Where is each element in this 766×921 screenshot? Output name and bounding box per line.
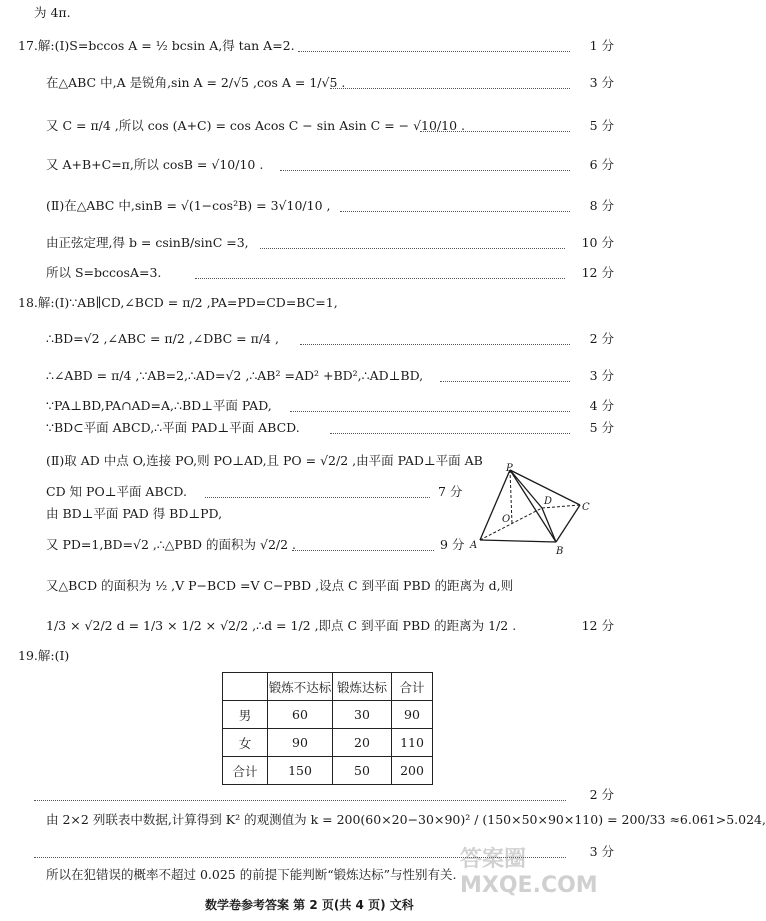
text-line: ∵BD⊂平面 ABCD,∴平面 PAD⊥平面 ABCD. — [46, 420, 300, 435]
table-cell: 90 — [268, 729, 333, 757]
score: 2 分 — [589, 787, 614, 802]
text-line: 又 PD=1,BD=√2 ,∴△PBD 的面积为 √2/2 . — [46, 537, 297, 552]
score: 12 分 — [581, 265, 614, 280]
edge-PD — [510, 470, 542, 508]
edge-BC — [556, 505, 580, 542]
score: 5 分 — [589, 420, 614, 435]
dot-leader — [300, 344, 570, 345]
dot-leader — [260, 248, 565, 249]
text-line: 由 2×2 列联表中数据,计算得到 K² 的观测值为 k = 200(60×20−30×90)² / (150×50×90×110) = 200/33 ≈6.061>5.024, — [46, 812, 766, 827]
edge-PO — [510, 470, 512, 524]
dot-leader — [340, 211, 570, 212]
score: 5 分 — [589, 118, 614, 133]
table-cell: 90 — [392, 701, 433, 729]
text-line: 所以 S=bccosA=3. — [46, 265, 162, 280]
table-cell: 110 — [392, 729, 433, 757]
dot-leader — [205, 497, 430, 498]
score: 3 分 — [589, 368, 614, 383]
score: 9 分 — [440, 537, 465, 552]
table-cell: 女 — [223, 729, 268, 757]
text-line: 为 4π. — [34, 5, 71, 20]
score: 2 分 — [589, 331, 614, 346]
text-line: 1/3 × √2/2 d = 1/3 × 1/2 × √2/2 ,∴d = 1/2 ,即点 C 到平面 PBD 的距离为 1/2 . — [46, 618, 517, 633]
page-footer: 数学卷参考答案 第 2 页(共 4 页) 文科 — [205, 898, 414, 912]
dot-leader — [298, 51, 570, 52]
text-line: (Ⅱ)在△ABC 中,sinB = √(1−cos²B) = 3√10/10 , — [46, 198, 331, 213]
table-row — [223, 701, 433, 729]
text-line: 所以在犯错误的概率不超过 0.025 的前提下能判断“锻炼达标”与性别有关. — [46, 867, 457, 882]
table-row — [223, 729, 433, 757]
table-header-row — [223, 673, 433, 701]
table-cell: 20 — [333, 729, 392, 757]
score: 3 分 — [589, 75, 614, 90]
dot-leader — [440, 381, 570, 382]
problem-19-line-1: 19.解:(Ⅰ) — [18, 648, 70, 663]
table-cell: 150 — [268, 757, 333, 785]
table-cell: 200 — [392, 757, 433, 785]
vertex-label-P: P — [506, 463, 513, 474]
vertex-label-C: C — [582, 502, 590, 513]
vertex-label-O: O — [502, 514, 511, 525]
table-header-cell — [223, 673, 268, 701]
table-cell: 60 — [268, 701, 333, 729]
problem-18-line-1: 18.解:(Ⅰ)∵AB∥CD,∠BCD = π/2 ,PA=PD=CD=BC=1, — [18, 295, 338, 310]
text-line: 又 C = π/4 ,所以 cos (A+C) = cos Acos C − sin Asin C = − √10/10 . — [46, 118, 466, 133]
contingency-table — [222, 672, 433, 785]
text-line: 由正弦定理,得 b = csinB/sinC =3, — [46, 235, 249, 250]
score: 7 分 — [438, 484, 463, 499]
text-line: CD 知 PO⊥平面 ABCD. — [46, 484, 187, 499]
table-cell: 合计 — [223, 757, 268, 785]
text-line: 又 A+B+C=π,所以 cosB = √10/10 . — [46, 157, 264, 172]
dot-leader — [195, 278, 565, 279]
dot-leader — [280, 170, 570, 171]
score: 4 分 — [589, 398, 614, 413]
table-header-cell: 合计 — [392, 673, 433, 701]
score: 12 分 — [581, 618, 614, 633]
vertex-label-A: A — [470, 540, 478, 551]
edge-DB — [542, 508, 556, 542]
dot-leader — [292, 550, 434, 551]
score: 8 分 — [589, 198, 614, 213]
text-line: ∴∠ABD = π/4 ,∵AB=2,∴AD=√2 ,∴AB² =AD² +BD²,∴AD⊥BD, — [46, 368, 424, 383]
table-cell: 30 — [333, 701, 392, 729]
score: 1 分 — [589, 38, 614, 53]
dot-leader — [420, 131, 570, 132]
table-header-cell: 锻炼达标 — [333, 673, 392, 701]
text-line: (Ⅱ)取 AD 中点 O,连接 PO,则 PO⊥AD,且 PO = √2/2 ,由平面 PAD⊥平面 AB — [46, 453, 483, 468]
watermark-logo: 答案圈 MXQE.COM — [460, 847, 598, 898]
edge-AD — [480, 508, 542, 540]
dot-leader — [330, 88, 570, 89]
vertex-label-B: B — [556, 546, 564, 557]
text-line: ∵PA⊥BD,PA∩AD=A,∴BD⊥平面 PAD, — [46, 398, 272, 413]
text-line: 由 BD⊥平面 PAD 得 BD⊥PD, — [46, 506, 223, 521]
dot-leader — [330, 433, 570, 434]
score: 10 分 — [581, 235, 614, 250]
edge-PA — [480, 470, 510, 540]
edge-AB — [480, 540, 556, 542]
pyramid-diagram — [468, 464, 598, 556]
dot-leader — [290, 411, 570, 412]
text-line: 又△BCD 的面积为 ½ ,V P−BCD =V C−PBD ,设点 C 到平面 PBD 的距离为 d,则 — [46, 578, 514, 593]
text-line: ∴BD=√2 ,∠ABC = π/2 ,∠DBC = π/4 , — [46, 331, 279, 346]
dot-leader — [34, 800, 566, 801]
table-header-cell: 锻炼不达标 — [268, 673, 333, 701]
table-cell: 男 — [223, 701, 268, 729]
text-line: 在△ABC 中,A 是锐角,sin A = 2/√5 ,cos A = 1/√5 . — [46, 75, 346, 90]
vertex-label-D: D — [544, 496, 553, 507]
problem-17-line-1: 17.解:(Ⅰ)S=bccos A = ½ bcsin A,得 tan A=2. — [18, 38, 295, 53]
table-cell: 50 — [333, 757, 392, 785]
score: 3 分 — [589, 844, 614, 859]
score: 6 分 — [589, 157, 614, 172]
table-row — [223, 757, 433, 785]
